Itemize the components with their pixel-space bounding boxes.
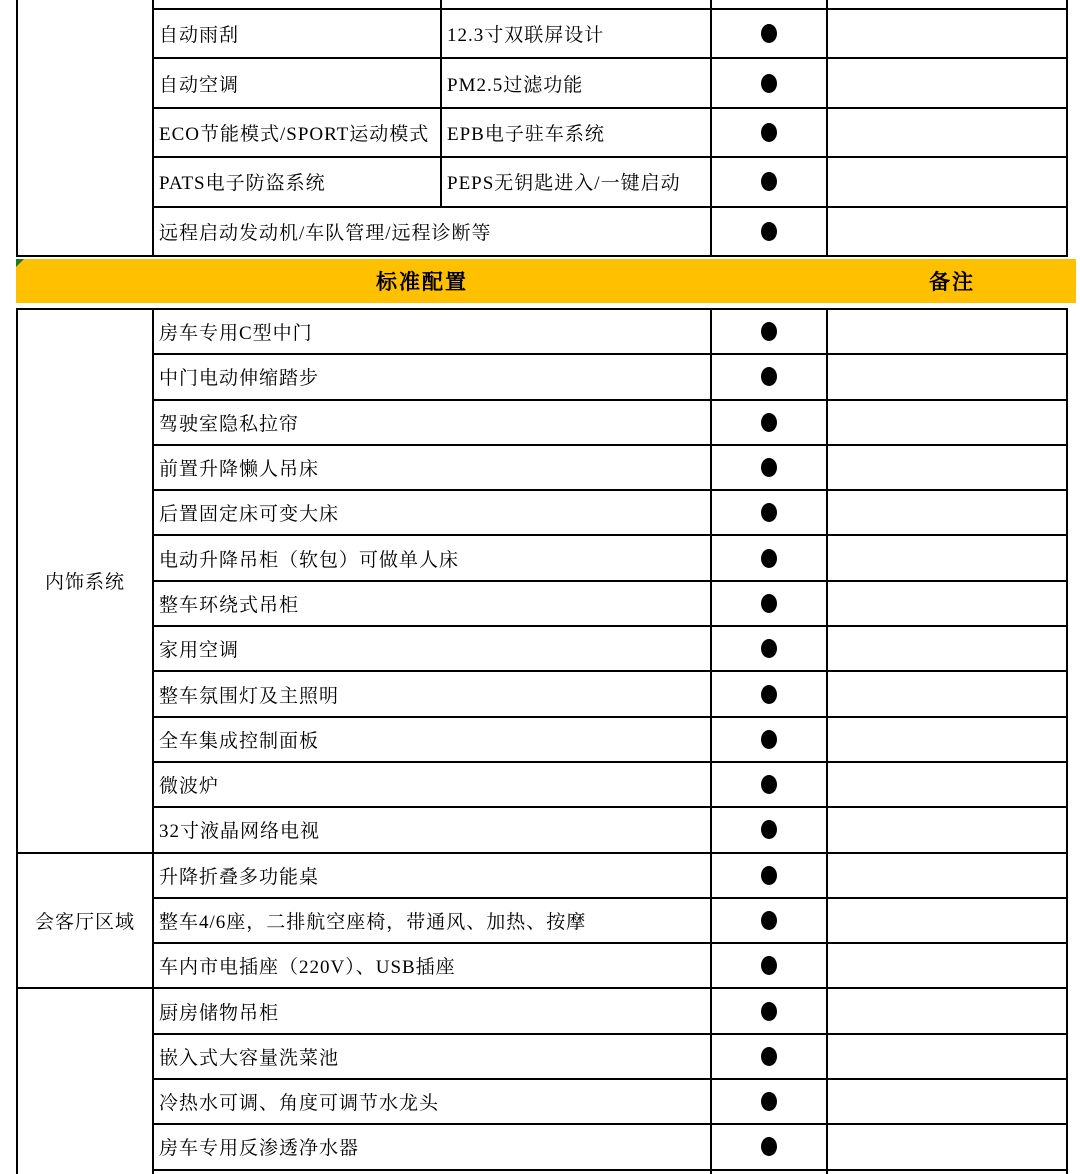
standard-cell xyxy=(712,158,828,205)
included-dot xyxy=(761,222,777,241)
feature-cell: PATS电子防盗系统 xyxy=(154,158,442,205)
remark-cell xyxy=(828,808,1066,851)
table-row-clipped xyxy=(154,0,1066,10)
standard-cell xyxy=(712,1080,828,1123)
table-row xyxy=(154,446,1066,491)
remark-cell xyxy=(828,854,1066,897)
feature-cell: 整车环绕式吊柜 xyxy=(154,582,712,625)
feature-cell: 后置固定床可变大床 xyxy=(154,491,712,534)
category-column xyxy=(18,310,154,1174)
included-dot xyxy=(761,367,777,386)
standard-cell xyxy=(712,0,828,8)
table-row xyxy=(154,1080,1066,1125)
table-row xyxy=(154,989,1066,1034)
remark-cell xyxy=(828,944,1066,987)
remark-cell xyxy=(828,582,1066,625)
remark-cell xyxy=(828,491,1066,534)
included-dot xyxy=(761,1047,777,1066)
feature-cell: 电动升降吊柜（软包）可做单人床 xyxy=(154,536,712,579)
standard-cell xyxy=(712,944,828,987)
category-cell xyxy=(18,989,152,1174)
standard-cell xyxy=(712,401,828,444)
table-row xyxy=(154,208,1066,255)
feature-cell: 冷热水可调、角度可调节水龙头 xyxy=(154,1080,712,1123)
standard-cell xyxy=(712,355,828,398)
feature-cell: 前置升降懒人吊床 xyxy=(154,446,712,489)
included-dot xyxy=(761,24,777,43)
standard-cell xyxy=(712,989,828,1032)
feature-cell: ECO节能模式/SPORT运动模式 xyxy=(154,109,442,156)
standard-cell xyxy=(712,1125,828,1168)
included-dot xyxy=(761,549,777,568)
table-row xyxy=(154,1125,1066,1170)
table-row xyxy=(154,491,1066,536)
included-dot xyxy=(761,820,777,839)
feature-cell xyxy=(154,0,442,8)
remark-cell xyxy=(828,1125,1066,1168)
remark-cell xyxy=(828,401,1066,444)
standard-cell xyxy=(712,1171,828,1174)
standard-cell xyxy=(712,310,828,353)
feature-cell: 微波炉 xyxy=(154,763,712,806)
remark-cell xyxy=(828,899,1066,942)
table-row xyxy=(154,944,1066,989)
remark-cell xyxy=(828,446,1066,489)
table-row xyxy=(154,808,1066,853)
table-row xyxy=(154,718,1066,763)
remark-cell xyxy=(828,0,1066,8)
remark-cell xyxy=(828,1080,1066,1123)
category-cell-empty xyxy=(18,0,152,255)
feature-cell: PEPS无钥匙进入/一键启动 xyxy=(442,158,712,205)
remark-cell xyxy=(828,1035,1066,1078)
standard-cell xyxy=(712,536,828,579)
included-dot xyxy=(761,685,777,704)
feature-cell: 家用空调 xyxy=(154,627,712,670)
included-dot xyxy=(761,1137,777,1156)
standard-cell xyxy=(712,109,828,156)
standard-cell xyxy=(712,59,828,106)
remark-cell xyxy=(828,10,1066,57)
lower-rows xyxy=(154,310,1066,1174)
category-cell: 内饰系统 xyxy=(18,310,152,854)
table-row xyxy=(154,10,1066,59)
included-dot xyxy=(761,911,777,930)
table-row xyxy=(154,672,1066,717)
table-row xyxy=(154,854,1066,899)
standard-cell xyxy=(712,10,828,57)
standard-cell xyxy=(712,718,828,761)
included-dot xyxy=(761,1002,777,1021)
remark-cell xyxy=(828,718,1066,761)
feature-cell: 整车4/6座，二排航空座椅，带通风、加热、按摩 xyxy=(154,899,712,942)
included-dot xyxy=(761,172,777,191)
standard-cell xyxy=(712,208,828,255)
standard-cell xyxy=(712,854,828,897)
table-row xyxy=(154,1035,1066,1080)
feature-cell xyxy=(154,1171,712,1174)
remark-cell xyxy=(828,763,1066,806)
feature-cell: 12.3寸双联屏设计 xyxy=(442,10,712,57)
feature-cell: PM2.5过滤功能 xyxy=(442,59,712,106)
standard-cell xyxy=(712,627,828,670)
feature-cell: 自动雨刮 xyxy=(154,10,442,57)
feature-cell: EPB电子驻车系统 xyxy=(442,109,712,156)
table-row xyxy=(154,158,1066,207)
table-row xyxy=(154,899,1066,944)
included-dot xyxy=(761,594,777,613)
included-dot xyxy=(761,775,777,794)
remark-cell xyxy=(828,310,1066,353)
feature-cell: 中门电动伸缩踏步 xyxy=(154,355,712,398)
remarks-header-label: 备注 xyxy=(929,270,975,294)
remark-cell xyxy=(828,355,1066,398)
feature-cell: 升降折叠多功能桌 xyxy=(154,854,712,897)
included-dot xyxy=(761,866,777,885)
included-dot xyxy=(761,322,777,341)
included-dot xyxy=(761,413,777,432)
table-row xyxy=(154,401,1066,446)
feature-cell: 32寸液晶网络电视 xyxy=(154,808,712,851)
feature-cell: 厨房储物吊柜 xyxy=(154,989,712,1032)
standard-cell xyxy=(712,899,828,942)
feature-cell: 全车集成控制面板 xyxy=(154,718,712,761)
category-column xyxy=(18,0,154,255)
table-row xyxy=(154,536,1066,581)
included-dot xyxy=(761,1092,777,1111)
spec-table-lower xyxy=(16,308,1068,1174)
remark-cell xyxy=(828,627,1066,670)
spec-table-upper xyxy=(16,0,1068,257)
remark-cell xyxy=(828,536,1066,579)
feature-cell: 嵌入式大容量洗菜池 xyxy=(154,1035,712,1078)
table-row xyxy=(154,310,1066,355)
standard-cell xyxy=(712,1035,828,1078)
standard-cell xyxy=(712,672,828,715)
standard-cell xyxy=(712,582,828,625)
included-dot xyxy=(761,123,777,142)
standard-cell xyxy=(712,763,828,806)
table-row xyxy=(154,582,1066,627)
remark-cell xyxy=(828,158,1066,205)
table-row xyxy=(154,763,1066,808)
remark-cell xyxy=(828,1171,1066,1174)
table-row xyxy=(154,109,1066,158)
remark-cell xyxy=(828,989,1066,1032)
feature-cell xyxy=(442,0,712,8)
feature-cell: 自动空调 xyxy=(154,59,442,106)
included-dot xyxy=(761,74,777,93)
table-row-clipped xyxy=(154,1171,1066,1174)
standard-cell xyxy=(712,446,828,489)
remark-cell xyxy=(828,208,1066,255)
section-header-bar xyxy=(16,259,1076,303)
category-cell: 会客厅区域 xyxy=(18,854,152,990)
feature-cell: 远程启动发动机/车队管理/远程诊断等 xyxy=(154,208,712,255)
feature-cell: 驾驶室隐私拉帘 xyxy=(154,401,712,444)
included-dot xyxy=(761,730,777,749)
included-dot xyxy=(761,503,777,522)
standard-cell xyxy=(712,491,828,534)
table-row xyxy=(154,59,1066,108)
remark-cell xyxy=(828,672,1066,715)
feature-cell: 车内市电插座（220V）、USB插座 xyxy=(154,944,712,987)
table-row xyxy=(154,627,1066,672)
included-dot xyxy=(761,956,777,975)
standard-config-label: 标准配置 xyxy=(376,270,468,294)
remark-cell xyxy=(828,59,1066,106)
standard-cell xyxy=(712,808,828,851)
feature-cell: 房车专用反渗透净水器 xyxy=(154,1125,712,1168)
upper-rows xyxy=(154,0,1066,255)
remark-cell xyxy=(828,109,1066,156)
included-dot xyxy=(761,639,777,658)
included-dot xyxy=(761,458,777,477)
feature-cell: 房车专用C型中门 xyxy=(154,310,712,353)
table-row xyxy=(154,355,1066,400)
corner-flag-icon xyxy=(16,259,24,267)
feature-cell: 整车氛围灯及主照明 xyxy=(154,672,712,715)
